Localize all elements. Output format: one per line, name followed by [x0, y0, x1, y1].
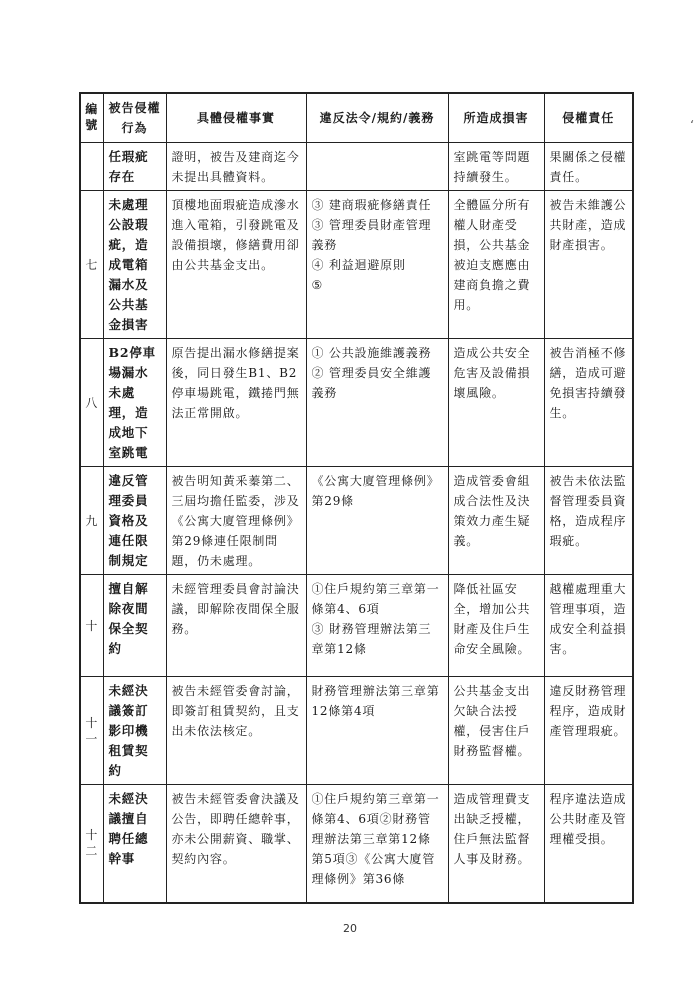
row-liability: 果關係之侵權責任。 [544, 143, 633, 191]
table-row [80, 191, 633, 339]
row-num: 十二 [80, 785, 103, 903]
row-law: 《公寓大廈管理條例》第29條 [306, 467, 448, 575]
row-damage: 降低社區安全，增加公共財產及住戶生命安全風險。 [448, 575, 544, 677]
row-liability: 越權處理重大管理事項，造成安全利益損害。 [544, 575, 633, 677]
row-law: ① 公共設施維護義務 ② 管理委員安全維護義務 [306, 339, 448, 467]
row-facts: 頂樓地面瑕疵造成滲水進入電箱，引發跳電及設備損壞，修繕費用卻由公共基金支出。 [166, 191, 306, 339]
table-row [80, 677, 633, 785]
row-facts: 原告提出漏水修繕提案後，同日發生B1、B2停車場跳電，鐵捲門無法正常開啟。 [166, 339, 306, 467]
row-num: 十 [80, 575, 103, 677]
page-number: 20 [343, 922, 357, 935]
row-liability: 違反財務管理程序，造成財產管理瑕疵。 [544, 677, 633, 785]
table-header-row [80, 93, 633, 143]
table-row [80, 339, 633, 467]
edge-mark: ‘ [690, 118, 694, 132]
row-liability: 被告未依法監督管理委員資格，造成程序瑕疵。 [544, 467, 633, 575]
row-act: 未處理公設瑕疵，造成電箱漏水及公共基金損害 [103, 191, 166, 339]
row-damage: 造成公共安全危害及設備損壞風險。 [448, 339, 544, 467]
row-act: 未經決議簽訂影印機租賃契約 [103, 677, 166, 785]
row-num: 八 [80, 339, 103, 467]
header-law: 違反法令/規約/義務 [306, 93, 448, 143]
row-law: ③ 建商瑕疵修繕責任 ③ 管理委員財產管理義務 ④ 利益迴避原則 ⑤ [306, 191, 448, 339]
row-num [80, 143, 103, 191]
row-law: ①住戶規約第三章第一條第4、6項 ③ 財務管理辦法第三章第12條 [306, 575, 448, 677]
header-facts: 具體侵權事實 [166, 93, 306, 143]
row-liability: 程序違法造成公共財產及管理權受損。 [544, 785, 633, 903]
row-damage: 室跳電等問題持續發生。 [448, 143, 544, 191]
row-law: 財務管理辦法第三章第12條第4項 [306, 677, 448, 785]
header-act: 被告侵權行為 [103, 93, 166, 143]
row-act: 任瑕疵存在 [103, 143, 166, 191]
row-law: ①住戶規約第三章第一條第4、6項②財務管理辦法第三章第12條第5項③《公寓大廈管理條例》第36條 [306, 785, 448, 903]
infringement-table [79, 92, 634, 904]
header-num: 編號 [80, 93, 103, 143]
row-facts: 被告明知黃釆蓁第二、三屆均擔任監委，涉及《公寓大廈管理條例》第29條連任限制問題，仍未處理。 [166, 467, 306, 575]
row-facts: 被告未經管委會討論，即簽訂租賃契約，且支出未依法核定。 [166, 677, 306, 785]
table-row [80, 785, 633, 903]
row-damage: 全體區分所有權人財產受損，公共基金被迫支應應由建商負擔之費用。 [448, 191, 544, 339]
row-facts: 證明，被告及建商迄今未提出具體資料。 [166, 143, 306, 191]
row-act: B2停車場漏水未處理，造成地下室跳電 [103, 339, 166, 467]
row-damage: 造成管理費支出缺乏授權，住戶無法監督人事及財務。 [448, 785, 544, 903]
row-act: 未經決議擅自聘任總幹事 [103, 785, 166, 903]
row-act: 擅自解除夜間保全契約 [103, 575, 166, 677]
table-row [80, 467, 633, 575]
row-liability: 被告消極不修繕，造成可避免損害持續發生。 [544, 339, 633, 467]
row-facts: 未經管理委員會討論決議，即解除夜間保全服務。 [166, 575, 306, 677]
row-num: 十一 [80, 677, 103, 785]
row-facts: 被告未經管委會決議及公告，即聘任總幹事，亦未公開薪資、職掌、契約內容。 [166, 785, 306, 903]
header-liability: 侵權責任 [544, 93, 633, 143]
row-num: 九 [80, 467, 103, 575]
table-row [80, 575, 633, 677]
header-damage: 所造成損害 [448, 93, 544, 143]
row-act: 違反管理委員資格及連任限制規定 [103, 467, 166, 575]
row-damage: 公共基金支出欠缺合法授權，侵害住戶財務監督權。 [448, 677, 544, 785]
table-row [80, 143, 633, 191]
row-law [306, 143, 448, 191]
row-liability: 被告未維護公共財產，造成財產損害。 [544, 191, 633, 339]
row-num: 七 [80, 191, 103, 339]
row-damage: 造成管委會組成合法性及決策效力產生疑義。 [448, 467, 544, 575]
